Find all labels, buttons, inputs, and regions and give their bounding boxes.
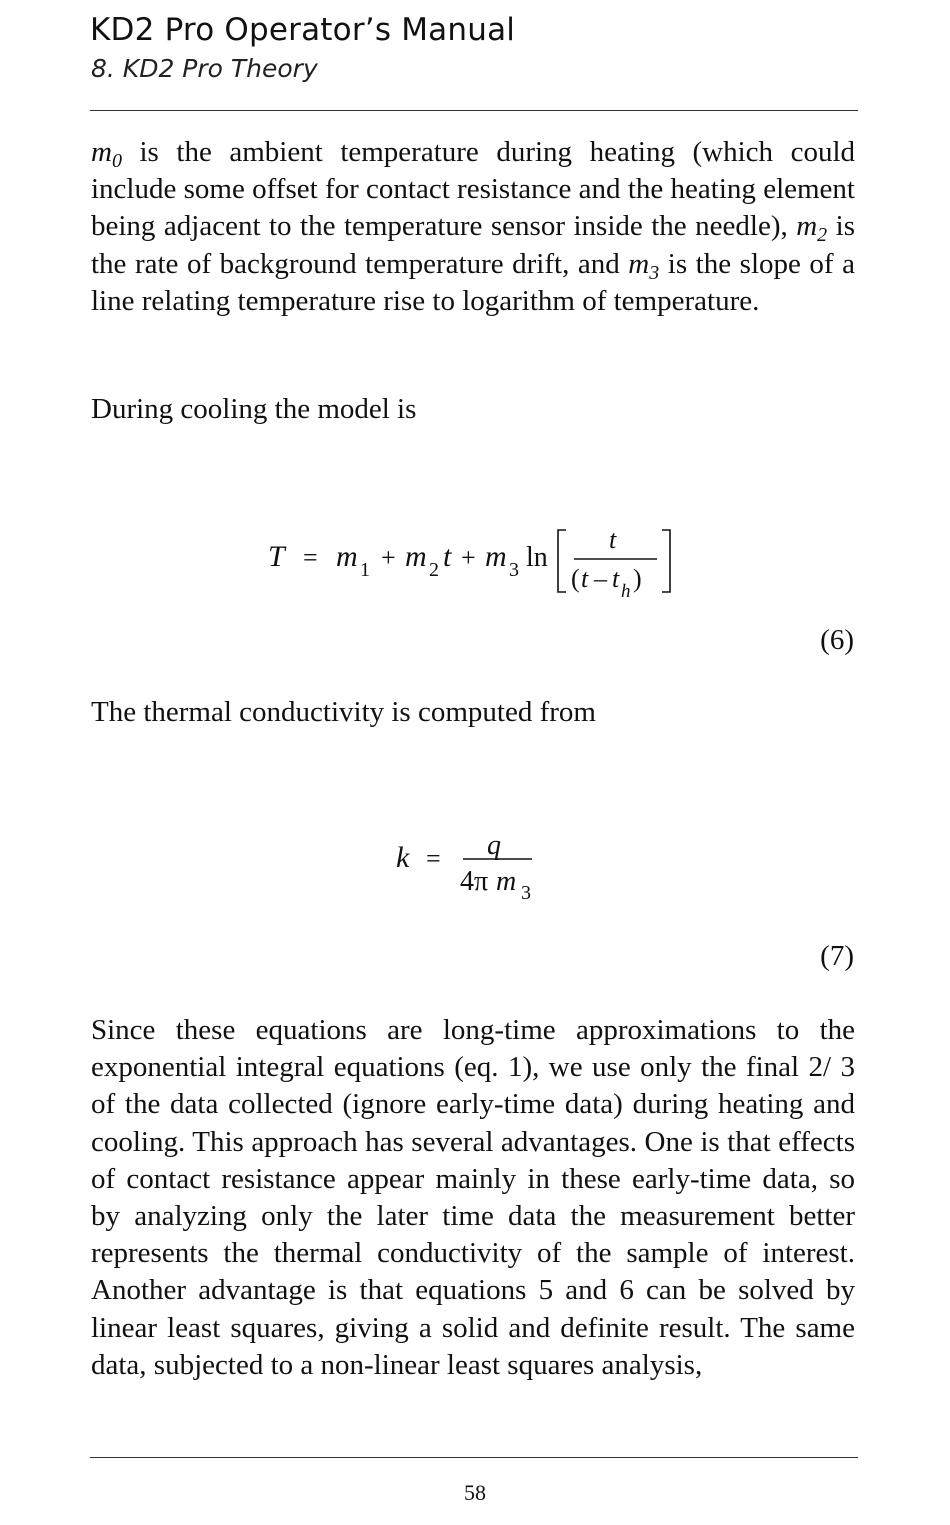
eq7-numerator: q (487, 830, 501, 861)
svg-text:+: + (381, 543, 396, 572)
section-title: 8. KD2 Pro Theory (91, 54, 318, 83)
paragraph-approximations: Since these equations are long-time approximations to the exponential integral equations (eq. 1), we use only the final 2/ 3 of the data collected (ignore early-time data) during heating and cooling. This approach has several advantages. One is that effects of contact resistance appear mainly in these early-time data, so by analyzing only the later time data the measurement better represents the thermal conductivity of the sample of interest. Another advantage is that equations 5 and 6 can be solved by linear least squares, giving a solid and definite result. The same data, subjected to a non-linear least squares analysis, (91, 1014, 855, 1381)
paragraph-conductivity: The thermal conductivity is computed from (91, 696, 596, 728)
eq6-equals: = (303, 543, 318, 572)
svg-text:3: 3 (521, 882, 531, 904)
svg-text:t: t (443, 540, 452, 573)
eq7-k: k (396, 841, 410, 874)
equation-number-7: (7) (820, 940, 854, 972)
svg-text:+: + (461, 543, 476, 572)
svg-text:(: ( (571, 564, 580, 593)
eq6-T: T (268, 540, 285, 573)
variable-m3: $m_3$ (628, 247, 660, 284)
eq6-numerator: t (609, 525, 617, 554)
svg-text:m: m (496, 866, 517, 897)
page-number: 58 (464, 1480, 486, 1505)
svg-text:m: m (485, 540, 507, 573)
svg-text:1: 1 (360, 559, 370, 581)
svg-text:2: 2 (429, 559, 439, 581)
eq6-right-bracket (662, 530, 670, 592)
eq6-left-bracket (558, 530, 566, 592)
variable-m0: $m_0$ (91, 136, 122, 172)
manual-title: KD2 Pro Operator’s Manual (90, 12, 516, 48)
svg-text:–: – (594, 564, 607, 593)
variable-m2: $m_2$ (796, 210, 828, 247)
svg-text:t: t (581, 564, 589, 593)
equation-number-6: (6) (820, 624, 854, 656)
paragraph-cooling-model: During cooling the model is (91, 393, 417, 425)
paragraph-variable-definitions: $m_0$ is the ambient temperature during heating (which could include some offset for contact resistance and the heating element being adjacent to the temperature sensor inside the needle), $m_2$ is the rate of background temperature drift, and $m_3$ is the slope of a line relating temperature rise to logarithm of temperature. (91, 136, 855, 317)
svg-text:4π: 4π (460, 866, 489, 897)
svg-text:m: m (336, 540, 358, 573)
svg-text:m: m (405, 540, 427, 573)
eq7-equals: = (426, 844, 441, 873)
svg-text:3: 3 (509, 559, 519, 581)
eq6-ln: ln (526, 542, 548, 573)
svg-text:t: t (612, 564, 620, 593)
footer-divider (90, 1457, 858, 1458)
svg-text:h: h (621, 581, 631, 602)
svg-text:): ) (633, 564, 642, 593)
